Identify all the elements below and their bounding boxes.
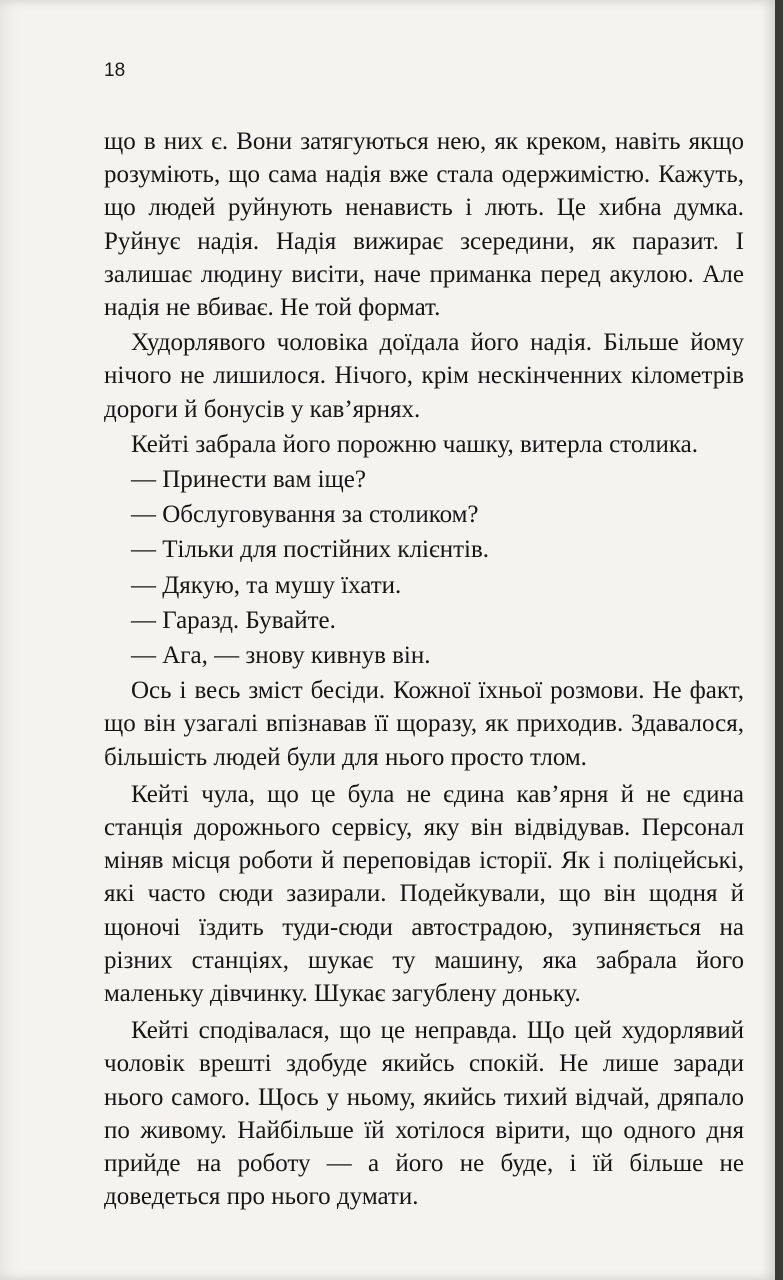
paragraph: Ось і весь зміст бесіди. Кожної їхньої розмови. Не факт, що він узагалі впізнавав її щоразу, як приходив. Здавалося, більшість людей були для нього просто тлом.: [104, 677, 744, 771]
paragraph: Кейті забрала його порожню чашку, витерла столика.: [131, 430, 698, 458]
dialogue-line: — Дякую, та мушу їхати.: [131, 571, 402, 599]
paragraph: Кейті чула, що це була не єдина кав’ярня й не єдина станція дорожнього сервісу, яку він відвідував. Персонал міняв місця роботи й переповідав історії. Як і поліцейські, які часто сюди зазирали. Подейкували, що він щодня й щоночі їздить туди-сюди автострадою, зупиняється на різних станціях, шукає ту машину, яка забрала його маленьку дівчинку. Шукає загублену доньку.: [104, 780, 744, 1008]
paragraph-continued: що в них є. Вони затягуються нею, як креком, навіть якщо розуміють, що сама надія вже стала одержимістю. Кажуть, що людей руйнують ненависть і лють. Це хибна думка. Руйнує надія. Надія вижирає зсередини, як паразит. І залишає людину висіти, наче приманка перед акулою. Але надія не вбиває. Не той формат.: [104, 128, 744, 322]
dialogue-line: — Ага, — знову кивнув він.: [131, 642, 431, 670]
paragraph: Худорлявого чоловіка доїдала його надія. Більше йому нічого не лишилося. Нічого, крім нескінченних кілометрів дороги й бонусів у кав’ярнях.: [104, 329, 744, 423]
dialogue-line: — Принести вам іще?: [131, 466, 366, 494]
dialogue-line: — Гаразд. Бувайте.: [131, 606, 336, 634]
body-text: [104, 125, 744, 1216]
dialogue-line: — Тільки для постійних клієнтів.: [131, 536, 490, 564]
dialogue-line: — Обслуговування за столиком?: [131, 501, 479, 529]
page-number: 18: [104, 60, 126, 81]
paragraph: Кейті сподівалася, що це неправда. Що цей худорлявий чоловік врешті здобуде якийсь спокій. Не лише заради нього самого. Щось у ньому, якийсь тихий відчай, дряпало по живому. Найбільше їй хотілося вірити, що одного дня прийде на роботу — а його не буде, і їй більше не доведеться про нього думати.: [104, 1017, 744, 1211]
